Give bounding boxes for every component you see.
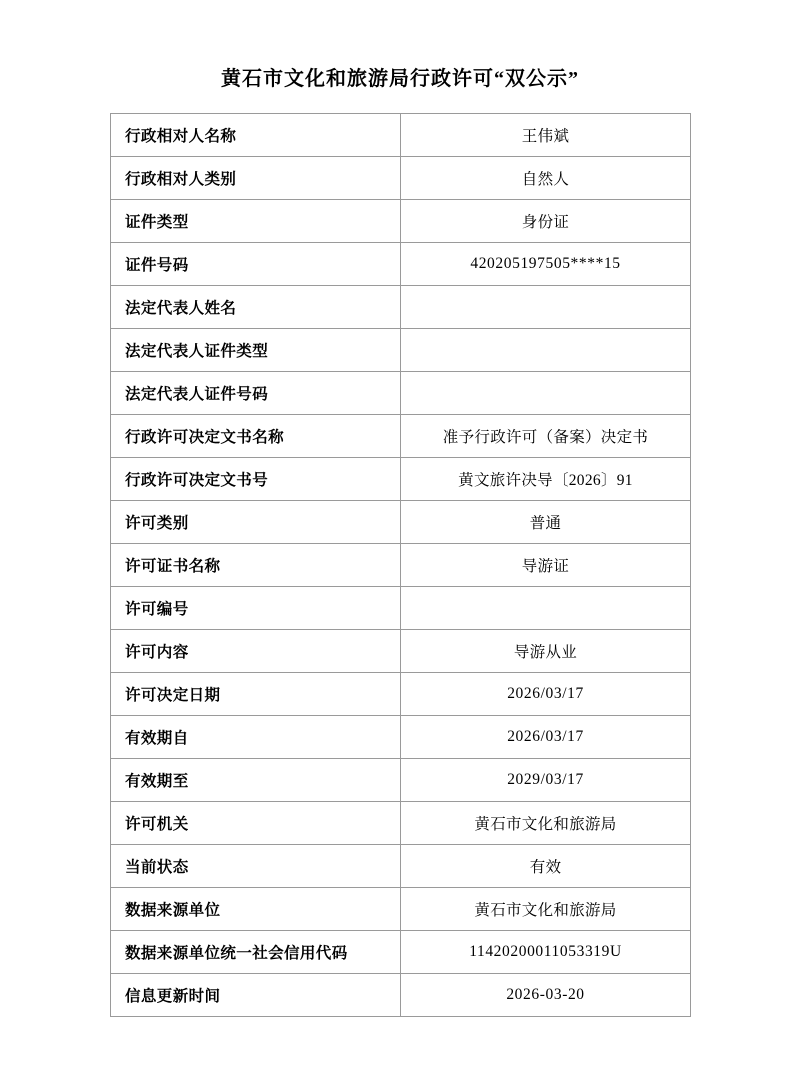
- row-value: 导游证: [401, 544, 691, 587]
- row-label: 当前状态: [111, 845, 401, 888]
- row-value: 2029/03/17: [401, 759, 691, 802]
- table-row: [111, 286, 691, 329]
- row-label: 信息更新时间: [111, 974, 401, 1017]
- row-label: 行政许可决定文书号: [111, 458, 401, 501]
- table-body: [111, 114, 691, 1017]
- row-value: 2026/03/17: [401, 673, 691, 716]
- table-row: [111, 845, 691, 888]
- table-row: [111, 802, 691, 845]
- row-label: 许可证书名称: [111, 544, 401, 587]
- page-title: 黄石市文化和旅游局行政许可“双公示”: [221, 68, 579, 90]
- table-row: [111, 673, 691, 716]
- row-value: 黄文旅许决导〔2026〕91: [401, 458, 691, 501]
- row-value: 黄石市文化和旅游局: [401, 888, 691, 931]
- row-value: 准予行政许可（备案）决定书: [401, 415, 691, 458]
- row-value: 11420200011053319U: [401, 931, 691, 974]
- table-row: [111, 114, 691, 157]
- row-value: [401, 372, 691, 415]
- table-row: [111, 372, 691, 415]
- table-row: [111, 458, 691, 501]
- row-label: 行政许可决定文书名称: [111, 415, 401, 458]
- row-label: 许可机关: [111, 802, 401, 845]
- row-label: 法定代表人姓名: [111, 286, 401, 329]
- table-row: [111, 243, 691, 286]
- table-row: [111, 587, 691, 630]
- table-row: [111, 931, 691, 974]
- row-value: 2026-03-20: [401, 974, 691, 1017]
- row-label: 许可决定日期: [111, 673, 401, 716]
- table-row: [111, 759, 691, 802]
- row-value: 自然人: [401, 157, 691, 200]
- row-label: 数据来源单位统一社会信用代码: [111, 931, 401, 974]
- table-row: [111, 501, 691, 544]
- row-label: 数据来源单位: [111, 888, 401, 931]
- row-value: 导游从业: [401, 630, 691, 673]
- row-label: 行政相对人类别: [111, 157, 401, 200]
- row-label: 法定代表人证件类型: [111, 329, 401, 372]
- row-value: [401, 286, 691, 329]
- table-row: [111, 544, 691, 587]
- row-value: 黄石市文化和旅游局: [401, 802, 691, 845]
- table-row: [111, 415, 691, 458]
- row-value: 2026/03/17: [401, 716, 691, 759]
- table-row: [111, 157, 691, 200]
- row-label: 行政相对人名称: [111, 114, 401, 157]
- row-value: 有效: [401, 845, 691, 888]
- license-info-table: [110, 113, 691, 1017]
- table-row: [111, 888, 691, 931]
- row-label: 许可内容: [111, 630, 401, 673]
- table-container: [0, 91, 800, 1017]
- row-label: 许可类别: [111, 501, 401, 544]
- row-label: 证件号码: [111, 243, 401, 286]
- table-row: [111, 974, 691, 1017]
- table-row: [111, 630, 691, 673]
- row-value: 420205197505****15: [401, 243, 691, 286]
- table-row: [111, 200, 691, 243]
- row-value: 身份证: [401, 200, 691, 243]
- row-label: 有效期自: [111, 716, 401, 759]
- table-row: [111, 716, 691, 759]
- table-row: [111, 329, 691, 372]
- row-value: [401, 587, 691, 630]
- row-value: 王伟斌: [401, 114, 691, 157]
- row-label: 有效期至: [111, 759, 401, 802]
- row-value: [401, 329, 691, 372]
- row-value: 普通: [401, 501, 691, 544]
- row-label: 证件类型: [111, 200, 401, 243]
- row-label: 许可编号: [111, 587, 401, 630]
- row-label: 法定代表人证件号码: [111, 372, 401, 415]
